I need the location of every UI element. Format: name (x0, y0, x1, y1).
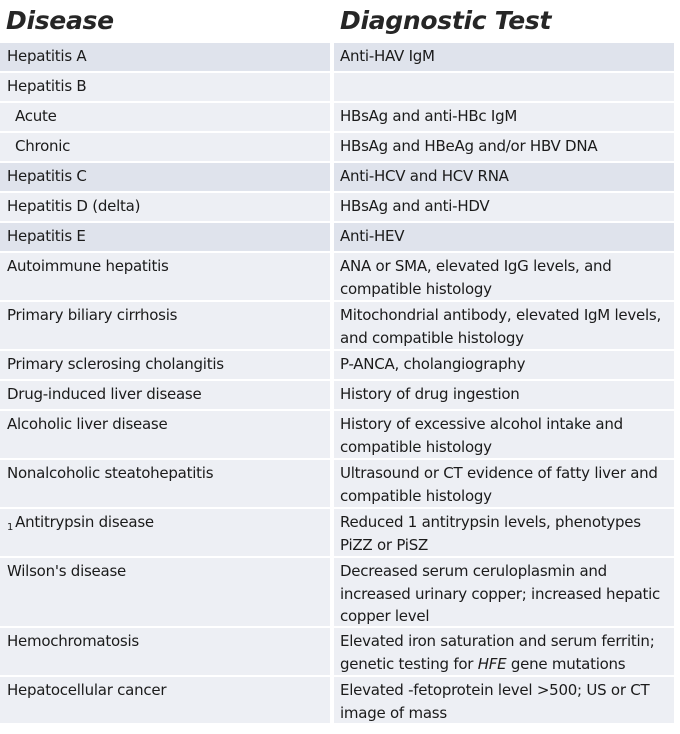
test-cell (334, 73, 674, 101)
test-cell (334, 628, 674, 675)
test-cell: P-ANCA, cholangiography (334, 351, 674, 379)
disease-cell: Alcoholic liver disease (0, 411, 330, 458)
disease-cell: Primary sclerosing cholangitis (0, 351, 330, 379)
table-row (0, 302, 680, 351)
test-cell: History of drug ingestion (334, 381, 674, 409)
column-header-disease: Disease (6, 6, 114, 35)
test-cell: Mitochondrial antibody, elevated IgM levels, and compatible histology (334, 302, 674, 349)
disease-cell: Hepatocellular cancer (0, 677, 330, 723)
table-row (0, 411, 680, 460)
table-header (0, 0, 680, 44)
table-row (0, 163, 680, 193)
disease-cell (0, 509, 330, 556)
disease-cell: Hepatitis C (0, 163, 330, 191)
disease-cell: Chronic (0, 133, 330, 161)
test-cell: Decreased serum ceruloplasmin and increased urinary copper; increased hepatic copper level (334, 558, 674, 626)
test-text: Elevated iron saturation and serum ferritin; genetic testing for (340, 632, 655, 673)
table-row (0, 558, 680, 628)
disease-cell: Hemochromatosis (0, 628, 330, 675)
table-row (0, 381, 680, 411)
column-header-diagnostic-test: Diagnostic Test (340, 6, 552, 35)
disease-cell: Hepatitis D (delta) (0, 193, 330, 221)
table-row (0, 73, 680, 103)
disease-cell: Hepatitis B (0, 73, 330, 101)
test-cell: Anti-HAV IgM (334, 43, 674, 71)
test-cell: Anti-HEV (334, 223, 674, 251)
table-row (0, 351, 680, 381)
table-row (0, 509, 680, 558)
table-row (0, 103, 680, 133)
table-row (0, 677, 680, 725)
test-text: gene mutations (506, 654, 626, 673)
table-row (0, 43, 680, 73)
test-cell: HBsAg and anti-HDV (334, 193, 674, 221)
gene-name: HFE (477, 654, 507, 673)
alpha-subscript: 1 (7, 522, 14, 533)
test-cell: HBsAg and anti-HBc IgM (334, 103, 674, 131)
table-row (0, 223, 680, 253)
table-row (0, 253, 680, 302)
disease-cell: Drug-induced liver disease (0, 381, 330, 409)
table-body (0, 43, 680, 725)
table-row (0, 628, 680, 677)
disease-cell: Hepatitis E (0, 223, 330, 251)
disease-cell: Hepatitis A (0, 43, 330, 71)
disease-label: Antitrypsin disease (15, 513, 154, 531)
table-row (0, 460, 680, 509)
table-row (0, 193, 680, 223)
test-cell: History of excessive alcohol intake and compatible histology (334, 411, 674, 458)
test-cell: Elevated -fetoprotein level >500; US or CT image of mass (334, 677, 674, 723)
disease-cell: Acute (0, 103, 330, 131)
table-row (0, 133, 680, 163)
test-cell: Anti-HCV and HCV RNA (334, 163, 674, 191)
disease-cell: Primary biliary cirrhosis (0, 302, 330, 349)
disease-cell: Nonalcoholic steatohepatitis (0, 460, 330, 507)
disease-cell: Autoimmune hepatitis (0, 253, 330, 300)
test-cell: HBsAg and HBeAg and/or HBV DNA (334, 133, 674, 161)
test-cell: Reduced 1 antitrypsin levels, phenotypes PiZZ or PiSZ (334, 509, 674, 556)
test-cell: Ultrasound or CT evidence of fatty liver and compatible histology (334, 460, 674, 507)
disease-cell: Wilson's disease (0, 558, 330, 626)
test-cell: ANA or SMA, elevated IgG levels, and compatible histology (334, 253, 674, 300)
